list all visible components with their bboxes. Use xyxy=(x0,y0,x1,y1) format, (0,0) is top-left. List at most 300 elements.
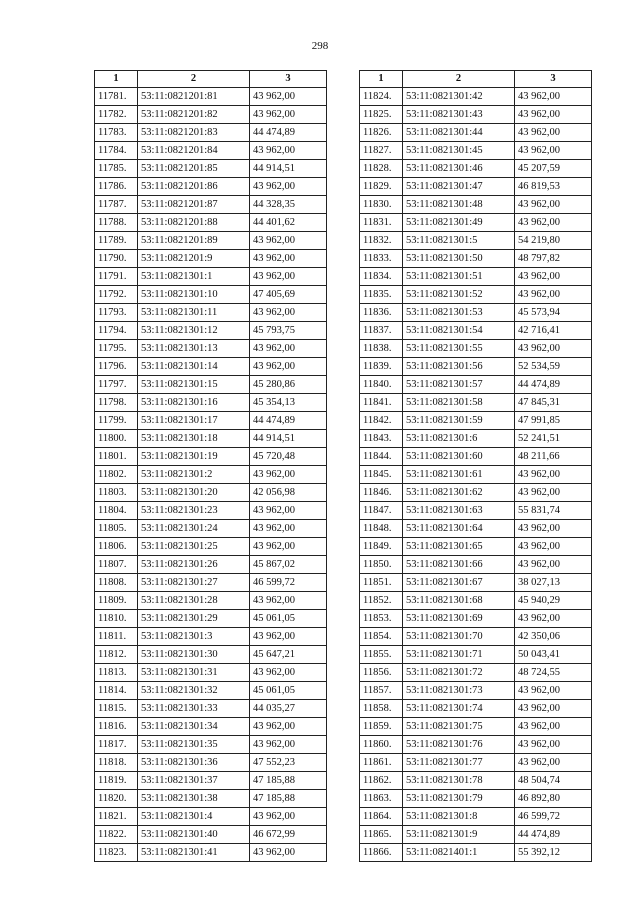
table-row xyxy=(360,196,592,214)
cadastral-number: 53:11:0821301:29 xyxy=(138,610,250,628)
row-number: 11853. xyxy=(360,610,403,628)
cadastral-value: 43 962,00 xyxy=(515,196,592,214)
row-number: 11805. xyxy=(95,520,138,538)
table-row xyxy=(95,610,327,628)
table-row xyxy=(95,394,327,412)
header-col-1: 1 xyxy=(95,71,138,88)
cadastral-number: 53:11:0821201:81 xyxy=(138,88,250,106)
row-number: 11817. xyxy=(95,736,138,754)
cadastral-number: 53:11:0821301:24 xyxy=(138,520,250,538)
table-row xyxy=(360,700,592,718)
cadastral-value: 42 716,41 xyxy=(515,322,592,340)
row-number: 11781. xyxy=(95,88,138,106)
cadastral-number: 53:11:0821301:79 xyxy=(403,790,515,808)
row-number: 11860. xyxy=(360,736,403,754)
table-row xyxy=(360,250,592,268)
cadastral-value: 45 867,02 xyxy=(250,556,327,574)
cadastral-value: 43 962,00 xyxy=(515,340,592,358)
row-number: 11838. xyxy=(360,340,403,358)
table-row xyxy=(95,736,327,754)
cadastral-value: 43 962,00 xyxy=(250,304,327,322)
cadastral-value: 52 241,51 xyxy=(515,430,592,448)
cadastral-value: 44 328,35 xyxy=(250,196,327,214)
row-number: 11783. xyxy=(95,124,138,142)
cadastral-value: 43 962,00 xyxy=(250,268,327,286)
table-row xyxy=(95,700,327,718)
cadastral-value: 47 552,23 xyxy=(250,754,327,772)
cadastral-value: 43 962,00 xyxy=(515,700,592,718)
cadastral-number: 53:11:0821301:10 xyxy=(138,286,250,304)
table-row xyxy=(95,232,327,250)
row-number: 11803. xyxy=(95,484,138,502)
cadastral-value: 42 056,98 xyxy=(250,484,327,502)
cadastral-value: 43 962,00 xyxy=(250,520,327,538)
registry-table-left xyxy=(94,70,327,862)
cadastral-value: 45 061,05 xyxy=(250,682,327,700)
table-row xyxy=(360,88,592,106)
row-number: 11855. xyxy=(360,646,403,664)
table-row xyxy=(95,358,327,376)
table-row xyxy=(95,520,327,538)
table-row xyxy=(95,322,327,340)
row-number: 11864. xyxy=(360,808,403,826)
cadastral-number: 53:11:0821301:27 xyxy=(138,574,250,592)
table-row xyxy=(95,250,327,268)
row-number: 11809. xyxy=(95,592,138,610)
cadastral-number: 53:11:0821301:3 xyxy=(138,628,250,646)
cadastral-number: 53:11:0821201:82 xyxy=(138,106,250,124)
row-number: 11796. xyxy=(95,358,138,376)
cadastral-value: 46 819,53 xyxy=(515,178,592,196)
row-number: 11854. xyxy=(360,628,403,646)
row-number: 11813. xyxy=(95,664,138,682)
row-number: 11833. xyxy=(360,250,403,268)
cadastral-value: 43 962,00 xyxy=(250,592,327,610)
cadastral-number: 53:11:0821301:75 xyxy=(403,718,515,736)
cadastral-value: 45 354,13 xyxy=(250,394,327,412)
cadastral-number: 53:11:0821401:1 xyxy=(403,844,515,862)
row-number: 11798. xyxy=(95,394,138,412)
table-row xyxy=(360,520,592,538)
table-row xyxy=(360,448,592,466)
cadastral-value: 43 962,00 xyxy=(515,286,592,304)
row-number: 11808. xyxy=(95,574,138,592)
cadastral-value: 52 534,59 xyxy=(515,358,592,376)
row-number: 11831. xyxy=(360,214,403,232)
table-row xyxy=(360,664,592,682)
row-number: 11811. xyxy=(95,628,138,646)
table-row xyxy=(360,106,592,124)
cadastral-value: 47 991,85 xyxy=(515,412,592,430)
cadastral-number: 53:11:0821301:46 xyxy=(403,160,515,178)
row-number: 11797. xyxy=(95,376,138,394)
cadastral-value: 43 962,00 xyxy=(515,520,592,538)
cadastral-number: 53:11:0821301:2 xyxy=(138,466,250,484)
cadastral-number: 53:11:0821301:18 xyxy=(138,430,250,448)
cadastral-number: 53:11:0821201:9 xyxy=(138,250,250,268)
cadastral-value: 43 962,00 xyxy=(515,754,592,772)
row-number: 11849. xyxy=(360,538,403,556)
row-number: 11852. xyxy=(360,592,403,610)
cadastral-number: 53:11:0821301:8 xyxy=(403,808,515,826)
row-number: 11841. xyxy=(360,394,403,412)
row-number: 11842. xyxy=(360,412,403,430)
table-row xyxy=(360,646,592,664)
table-row xyxy=(360,358,592,376)
cadastral-number: 53:11:0821301:47 xyxy=(403,178,515,196)
table-row xyxy=(360,736,592,754)
cadastral-number: 53:11:0821301:55 xyxy=(403,340,515,358)
table-row xyxy=(95,574,327,592)
row-number: 11837. xyxy=(360,322,403,340)
cadastral-value: 44 401,62 xyxy=(250,214,327,232)
table-row xyxy=(360,340,592,358)
registry-table-right xyxy=(359,70,592,862)
row-number: 11824. xyxy=(360,88,403,106)
header-col-3: 3 xyxy=(515,71,592,88)
cadastral-value: 44 474,89 xyxy=(515,376,592,394)
row-number: 11827. xyxy=(360,142,403,160)
cadastral-number: 53:11:0821301:54 xyxy=(403,322,515,340)
cadastral-value: 45 207,59 xyxy=(515,160,592,178)
row-number: 11802. xyxy=(95,466,138,484)
cadastral-value: 48 504,74 xyxy=(515,772,592,790)
cadastral-number: 53:11:0821301:12 xyxy=(138,322,250,340)
row-number: 11822. xyxy=(95,826,138,844)
table-row xyxy=(360,466,592,484)
cadastral-number: 53:11:0821301:25 xyxy=(138,538,250,556)
table-row xyxy=(95,538,327,556)
table-row xyxy=(95,430,327,448)
cadastral-number: 53:11:0821301:53 xyxy=(403,304,515,322)
table-row xyxy=(360,376,592,394)
cadastral-value: 45 720,48 xyxy=(250,448,327,466)
row-number: 11819. xyxy=(95,772,138,790)
cadastral-value: 43 962,00 xyxy=(250,358,327,376)
cadastral-value: 55 831,74 xyxy=(515,502,592,520)
cadastral-number: 53:11:0821301:34 xyxy=(138,718,250,736)
table-row xyxy=(360,556,592,574)
cadastral-number: 53:11:0821301:5 xyxy=(403,232,515,250)
table-row xyxy=(360,628,592,646)
table-row xyxy=(95,790,327,808)
cadastral-value: 43 962,00 xyxy=(515,556,592,574)
table-row xyxy=(95,160,327,178)
table-row xyxy=(95,106,327,124)
cadastral-value: 42 350,06 xyxy=(515,628,592,646)
cadastral-value: 43 962,00 xyxy=(515,484,592,502)
cadastral-number: 53:11:0821301:41 xyxy=(138,844,250,862)
cadastral-number: 53:11:0821301:42 xyxy=(403,88,515,106)
table-row xyxy=(95,772,327,790)
table-row xyxy=(95,808,327,826)
row-number: 11794. xyxy=(95,322,138,340)
cadastral-number: 53:11:0821301:56 xyxy=(403,358,515,376)
table-row xyxy=(360,124,592,142)
row-number: 11845. xyxy=(360,466,403,484)
cadastral-value: 43 962,00 xyxy=(515,736,592,754)
table-header-row xyxy=(95,71,327,88)
cadastral-number: 53:11:0821301:73 xyxy=(403,682,515,700)
row-number: 11815. xyxy=(95,700,138,718)
table-row xyxy=(360,538,592,556)
row-number: 11784. xyxy=(95,142,138,160)
table-row xyxy=(95,844,327,862)
cadastral-value: 43 962,00 xyxy=(515,610,592,628)
row-number: 11839. xyxy=(360,358,403,376)
cadastral-number: 53:11:0821301:59 xyxy=(403,412,515,430)
cadastral-value: 43 962,00 xyxy=(515,538,592,556)
row-number: 11782. xyxy=(95,106,138,124)
table-row xyxy=(360,826,592,844)
cadastral-value: 43 962,00 xyxy=(515,718,592,736)
cadastral-value: 43 962,00 xyxy=(250,250,327,268)
row-number: 11857. xyxy=(360,682,403,700)
cadastral-number: 53:11:0821301:31 xyxy=(138,664,250,682)
row-number: 11801. xyxy=(95,448,138,466)
table-row xyxy=(95,178,327,196)
table-row xyxy=(95,592,327,610)
cadastral-number: 53:11:0821301:17 xyxy=(138,412,250,430)
cadastral-number: 53:11:0821301:52 xyxy=(403,286,515,304)
row-number: 11789. xyxy=(95,232,138,250)
cadastral-number: 53:11:0821301:71 xyxy=(403,646,515,664)
cadastral-number: 53:11:0821301:48 xyxy=(403,196,515,214)
row-number: 11830. xyxy=(360,196,403,214)
table-row xyxy=(95,754,327,772)
cadastral-value: 46 599,72 xyxy=(250,574,327,592)
table-row xyxy=(95,556,327,574)
header-col-2: 2 xyxy=(138,71,250,88)
cadastral-number: 53:11:0821301:13 xyxy=(138,340,250,358)
cadastral-value: 48 211,66 xyxy=(515,448,592,466)
cadastral-number: 53:11:0821201:89 xyxy=(138,232,250,250)
cadastral-value: 46 892,80 xyxy=(515,790,592,808)
cadastral-value: 47 185,88 xyxy=(250,790,327,808)
row-number: 11793. xyxy=(95,304,138,322)
cadastral-value: 55 392,12 xyxy=(515,844,592,862)
row-number: 11804. xyxy=(95,502,138,520)
row-number: 11847. xyxy=(360,502,403,520)
table-row xyxy=(95,484,327,502)
row-number: 11862. xyxy=(360,772,403,790)
cadastral-number: 53:11:0821301:30 xyxy=(138,646,250,664)
row-number: 11825. xyxy=(360,106,403,124)
table-row xyxy=(360,232,592,250)
table-row xyxy=(360,268,592,286)
table-row xyxy=(95,502,327,520)
page-number: 298 xyxy=(311,40,329,52)
cadastral-value: 44 474,89 xyxy=(515,826,592,844)
cadastral-number: 53:11:0821301:66 xyxy=(403,556,515,574)
cadastral-number: 53:11:0821301:19 xyxy=(138,448,250,466)
cadastral-number: 53:11:0821301:74 xyxy=(403,700,515,718)
row-number: 11818. xyxy=(95,754,138,772)
row-number: 11866. xyxy=(360,844,403,862)
cadastral-number: 53:11:0821301:33 xyxy=(138,700,250,718)
table-row xyxy=(95,412,327,430)
cadastral-number: 53:11:0821301:14 xyxy=(138,358,250,376)
table-row xyxy=(95,466,327,484)
table-row xyxy=(360,142,592,160)
cadastral-number: 53:11:0821301:9 xyxy=(403,826,515,844)
row-number: 11791. xyxy=(95,268,138,286)
cadastral-number: 53:11:0821301:50 xyxy=(403,250,515,268)
table-row xyxy=(95,286,327,304)
cadastral-number: 53:11:0821301:43 xyxy=(403,106,515,124)
row-number: 11800. xyxy=(95,430,138,448)
cadastral-number: 53:11:0821301:36 xyxy=(138,754,250,772)
cadastral-value: 43 962,00 xyxy=(250,340,327,358)
table-row xyxy=(95,196,327,214)
cadastral-value: 43 962,00 xyxy=(250,538,327,556)
table-row xyxy=(360,592,592,610)
table-row xyxy=(360,304,592,322)
table-row xyxy=(360,430,592,448)
cadastral-number: 53:11:0821301:26 xyxy=(138,556,250,574)
header-col-3: 3 xyxy=(250,71,327,88)
cadastral-number: 53:11:0821301:1 xyxy=(138,268,250,286)
table-row xyxy=(95,214,327,232)
cadastral-number: 53:11:0821301:51 xyxy=(403,268,515,286)
cadastral-value: 43 962,00 xyxy=(515,466,592,484)
table-row xyxy=(360,682,592,700)
cadastral-number: 53:11:0821301:68 xyxy=(403,592,515,610)
table-row xyxy=(360,790,592,808)
cadastral-number: 53:11:0821301:49 xyxy=(403,214,515,232)
table-row xyxy=(360,286,592,304)
cadastral-value: 45 573,94 xyxy=(515,304,592,322)
row-number: 11856. xyxy=(360,664,403,682)
cadastral-number: 53:11:0821301:60 xyxy=(403,448,515,466)
row-number: 11859. xyxy=(360,718,403,736)
table-row xyxy=(95,142,327,160)
row-number: 11821. xyxy=(95,808,138,826)
cadastral-value: 50 043,41 xyxy=(515,646,592,664)
cadastral-number: 53:11:0821301:37 xyxy=(138,772,250,790)
cadastral-value: 46 672,99 xyxy=(250,826,327,844)
table-row xyxy=(95,664,327,682)
table-row xyxy=(95,826,327,844)
row-number: 11786. xyxy=(95,178,138,196)
cadastral-value: 44 035,27 xyxy=(250,700,327,718)
cadastral-value: 43 962,00 xyxy=(250,88,327,106)
row-number: 11850. xyxy=(360,556,403,574)
table-row xyxy=(360,502,592,520)
cadastral-number: 53:11:0821301:35 xyxy=(138,736,250,754)
cadastral-number: 53:11:0821201:85 xyxy=(138,160,250,178)
cadastral-number: 53:11:0821301:15 xyxy=(138,376,250,394)
table-row xyxy=(360,772,592,790)
cadastral-value: 47 185,88 xyxy=(250,772,327,790)
cadastral-number: 53:11:0821301:70 xyxy=(403,628,515,646)
cadastral-value: 43 962,00 xyxy=(250,808,327,826)
cadastral-value: 43 962,00 xyxy=(515,268,592,286)
row-number: 11816. xyxy=(95,718,138,736)
table-row xyxy=(95,304,327,322)
cadastral-value: 45 280,86 xyxy=(250,376,327,394)
table-row xyxy=(360,754,592,772)
row-number: 11814. xyxy=(95,682,138,700)
table-body-right xyxy=(360,88,592,862)
cadastral-value: 38 027,13 xyxy=(515,574,592,592)
row-number: 11865. xyxy=(360,826,403,844)
table-row xyxy=(360,844,592,862)
row-number: 11823. xyxy=(95,844,138,862)
cadastral-value: 45 940,29 xyxy=(515,592,592,610)
cadastral-value: 45 647,21 xyxy=(250,646,327,664)
row-number: 11785. xyxy=(95,160,138,178)
row-number: 11820. xyxy=(95,790,138,808)
cadastral-number: 53:11:0821301:38 xyxy=(138,790,250,808)
table-row xyxy=(95,682,327,700)
cadastral-value: 43 962,00 xyxy=(515,124,592,142)
cadastral-number: 53:11:0821301:65 xyxy=(403,538,515,556)
cadastral-value: 43 962,00 xyxy=(250,106,327,124)
cadastral-number: 53:11:0821301:6 xyxy=(403,430,515,448)
cadastral-number: 53:11:0821301:62 xyxy=(403,484,515,502)
cadastral-value: 43 962,00 xyxy=(250,142,327,160)
table-row xyxy=(95,628,327,646)
table-header-row xyxy=(360,71,592,88)
row-number: 11840. xyxy=(360,376,403,394)
table-row xyxy=(360,574,592,592)
cadastral-number: 53:11:0821301:23 xyxy=(138,502,250,520)
row-number: 11858. xyxy=(360,700,403,718)
row-number: 11795. xyxy=(95,340,138,358)
row-number: 11844. xyxy=(360,448,403,466)
table-row xyxy=(360,808,592,826)
table-row xyxy=(360,322,592,340)
row-number: 11835. xyxy=(360,286,403,304)
table-row xyxy=(95,376,327,394)
cadastral-number: 53:11:0821301:76 xyxy=(403,736,515,754)
table-row xyxy=(360,394,592,412)
table-row xyxy=(360,178,592,196)
cadastral-number: 53:11:0821301:44 xyxy=(403,124,515,142)
cadastral-value: 43 962,00 xyxy=(250,178,327,196)
row-number: 11851. xyxy=(360,574,403,592)
cadastral-number: 53:11:0821301:69 xyxy=(403,610,515,628)
table-row xyxy=(95,88,327,106)
cadastral-value: 45 793,75 xyxy=(250,322,327,340)
header-col-2: 2 xyxy=(403,71,515,88)
cadastral-value: 43 962,00 xyxy=(515,142,592,160)
row-number: 11792. xyxy=(95,286,138,304)
cadastral-value: 47 405,69 xyxy=(250,286,327,304)
cadastral-number: 53:11:0821301:28 xyxy=(138,592,250,610)
row-number: 11829. xyxy=(360,178,403,196)
cadastral-number: 53:11:0821301:20 xyxy=(138,484,250,502)
cadastral-number: 53:11:0821301:11 xyxy=(138,304,250,322)
cadastral-value: 43 962,00 xyxy=(515,88,592,106)
cadastral-value: 43 962,00 xyxy=(515,106,592,124)
row-number: 11826. xyxy=(360,124,403,142)
table-row xyxy=(360,718,592,736)
cadastral-value: 43 962,00 xyxy=(250,664,327,682)
table-row xyxy=(360,412,592,430)
cadastral-number: 53:11:0821201:83 xyxy=(138,124,250,142)
table-row xyxy=(95,646,327,664)
cadastral-number: 53:11:0821301:57 xyxy=(403,376,515,394)
cadastral-value: 45 061,05 xyxy=(250,610,327,628)
cadastral-number: 53:11:0821301:77 xyxy=(403,754,515,772)
table-row xyxy=(360,610,592,628)
cadastral-number: 53:11:0821301:64 xyxy=(403,520,515,538)
cadastral-number: 53:11:0821301:67 xyxy=(403,574,515,592)
row-number: 11846. xyxy=(360,484,403,502)
cadastral-value: 43 962,00 xyxy=(250,844,327,862)
